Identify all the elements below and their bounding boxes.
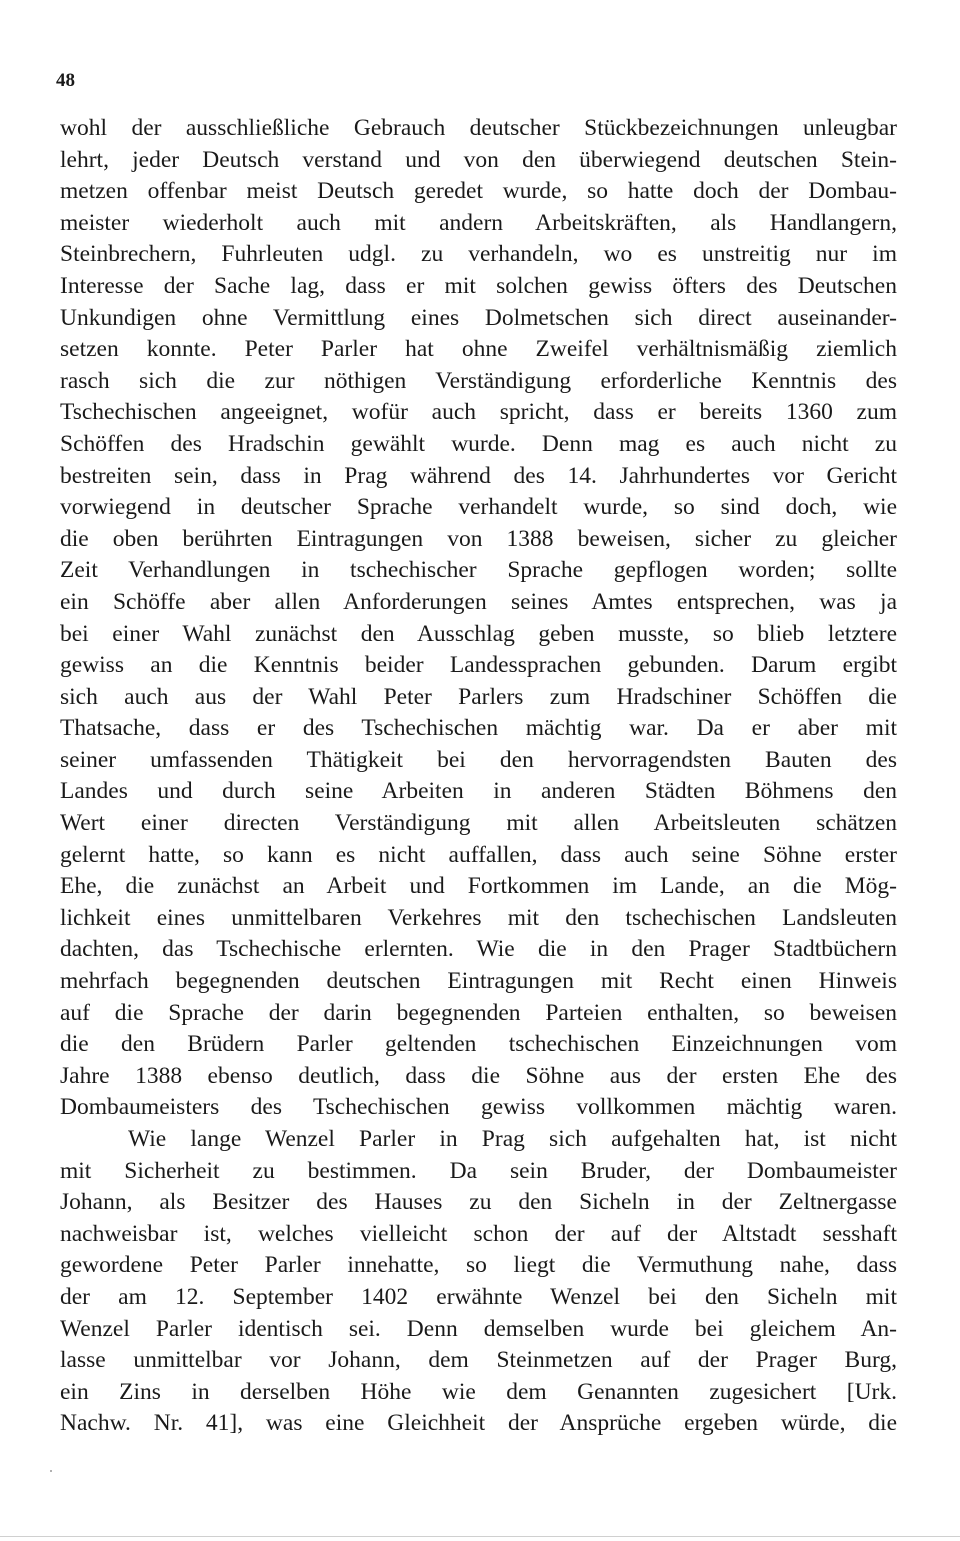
body-text [60,113,897,1440]
text-line: Wert einer directen Verständigung mit allen Arbeitsleuten schätzen [60,810,897,837]
text-line: gewiss an die Kenntnis beider Landessprachen gebunden. Darum ergibt [60,652,897,679]
text-line: der am 12. September 1402 erwähnte Wenzel bei den Sicheln mit [60,1283,897,1310]
text-line: mehrfach begegnenden deutschen Eintragungen mit Recht einen Hinweis [60,968,897,995]
text-line: ein Schöffe aber allen Anforderungen seines Amtes entsprechen, was ja [60,588,897,615]
text-line: Jahre 1388 ebenso deutlich, dass die Söhne aus der ersten Ehe des [60,1062,897,1089]
text-line: wohl der ausschließliche Gebrauch deutscher Stückbezeichnungen unleugbar [60,115,897,141]
text-line: Ehe, die zunächst an Arbeit und Fortkommen im Lande, an die Mög- [60,873,897,900]
text-line: Steinbrechern, Fuhrleuten udgl. zu verhandeln, wo es unstreitig nur im [60,241,897,268]
text-line: dachten, das Tschechische erlernten. Wie die in den Prager Stadtbüchern [60,936,897,963]
text-line: nachweisbar ist, welches vielleicht schon der auf der Altstadt sesshaft [60,1220,897,1247]
text-line: die den Brüdern Parler geltenden tschechischen Einzeichnungen vom [60,1031,897,1058]
scan-speck [50,1470,52,1472]
text-line: die oben berührten Eintragungen von 1388 beweisen, sicher zu gleicher [60,525,897,552]
text-line: auf die Sprache der darin begegnenden Parteien enthalten, so beweisen [60,999,897,1026]
text-line: Johann, als Besitzer des Hauses zu den Sicheln in der Zeltnergasse [60,1189,897,1216]
page-number: 48 [56,70,75,91]
text-line: metzen offenbar meist Deutsch geredet wurde, so hatte doch der Dombau- [60,178,897,205]
text-line: Unkundigen ohne Vermittlung eines Dolmetschen sich direct auseinander- [60,304,897,331]
text-line: meister wiederholt auch mit andern Arbeitskräften, als Handlangern, [60,209,897,236]
text-line: Dombaumeisters des Tschechischen gewiss vollkommen mächtig waren. [60,1094,897,1121]
text-line: bestreiten sein, dass in Prag während des 14. Jahrhundertes vor Gericht [60,462,897,489]
text-line: Tschechischen angeeignet, wofür auch spricht, dass er bereits 1360 zum [60,399,897,426]
text-line: Wie lange Wenzel Parler in Prag sich aufgehalten hat, ist nicht [128,1126,897,1152]
text-line: lehrt, jeder Deutsch verstand und von den überwiegend deutschen Stein- [60,146,897,173]
text-line: gewordene Peter Parler innehatte, so liegt die Vermuthung nahe, dass [60,1252,897,1279]
text-line: ein Zins in derselben Höhe wie dem Genannten zugesichert [Urk. [60,1378,897,1405]
text-line: Thatsache, dass er des Tschechischen mächtig war. Da er aber mit [60,715,897,742]
text-line: setzen konnte. Peter Parler hat ohne Zweifel verhältnismäßig ziemlich [60,336,897,363]
text-line: bei einer Wahl zunächst den Ausschlag geben musste, so blieb letztere [60,620,897,647]
text-line: rasch sich die zur nöthigen Verständigung erforderliche Kenntnis des [60,367,897,394]
text-line: Nachw. Nr. 41], was eine Gleichheit der Ansprüche ergeben würde, die [60,1410,897,1437]
text-line: Landes und durch seine Arbeiten in anderen Städten Böhmens den [60,778,897,805]
text-line: gelernt hatte, so kann es nicht auffallen, dass auch seine Söhne erster [60,841,897,868]
scan-bottom-edge [0,1536,960,1537]
text-line: lichkeit eines unmittelbaren Verkehres mit den tschechischen Landsleuten [60,904,897,931]
text-line: Interesse der Sache lag, dass er mit solchen gewiss öfters des Deutschen [60,272,897,299]
text-line: Wenzel Parler identisch sei. Denn demselben wurde bei gleichem An- [60,1315,897,1342]
text-line: Schöffen des Hradschin gewählt wurde. Denn mag es auch nicht zu [60,430,897,457]
text-line: seiner umfassenden Thätigkeit bei den hervorragendsten Bauten des [60,746,897,773]
text-line: sich auch aus der Wahl Peter Parlers zum Hradschiner Schöffen die [60,683,897,710]
text-line: lasse unmittelbar vor Johann, dem Steinmetzen auf der Prager Burg, [60,1347,897,1374]
text-line: Zeit Verhandlungen in tschechischer Sprache gepflogen worden; sollte [60,557,897,584]
text-line: vorwiegend in deutscher Sprache verhandelt wurde, so sind doch, wie [60,494,897,521]
text-line: mit Sicherheit zu bestimmen. Da sein Bruder, der Dombaumeister [60,1157,897,1184]
